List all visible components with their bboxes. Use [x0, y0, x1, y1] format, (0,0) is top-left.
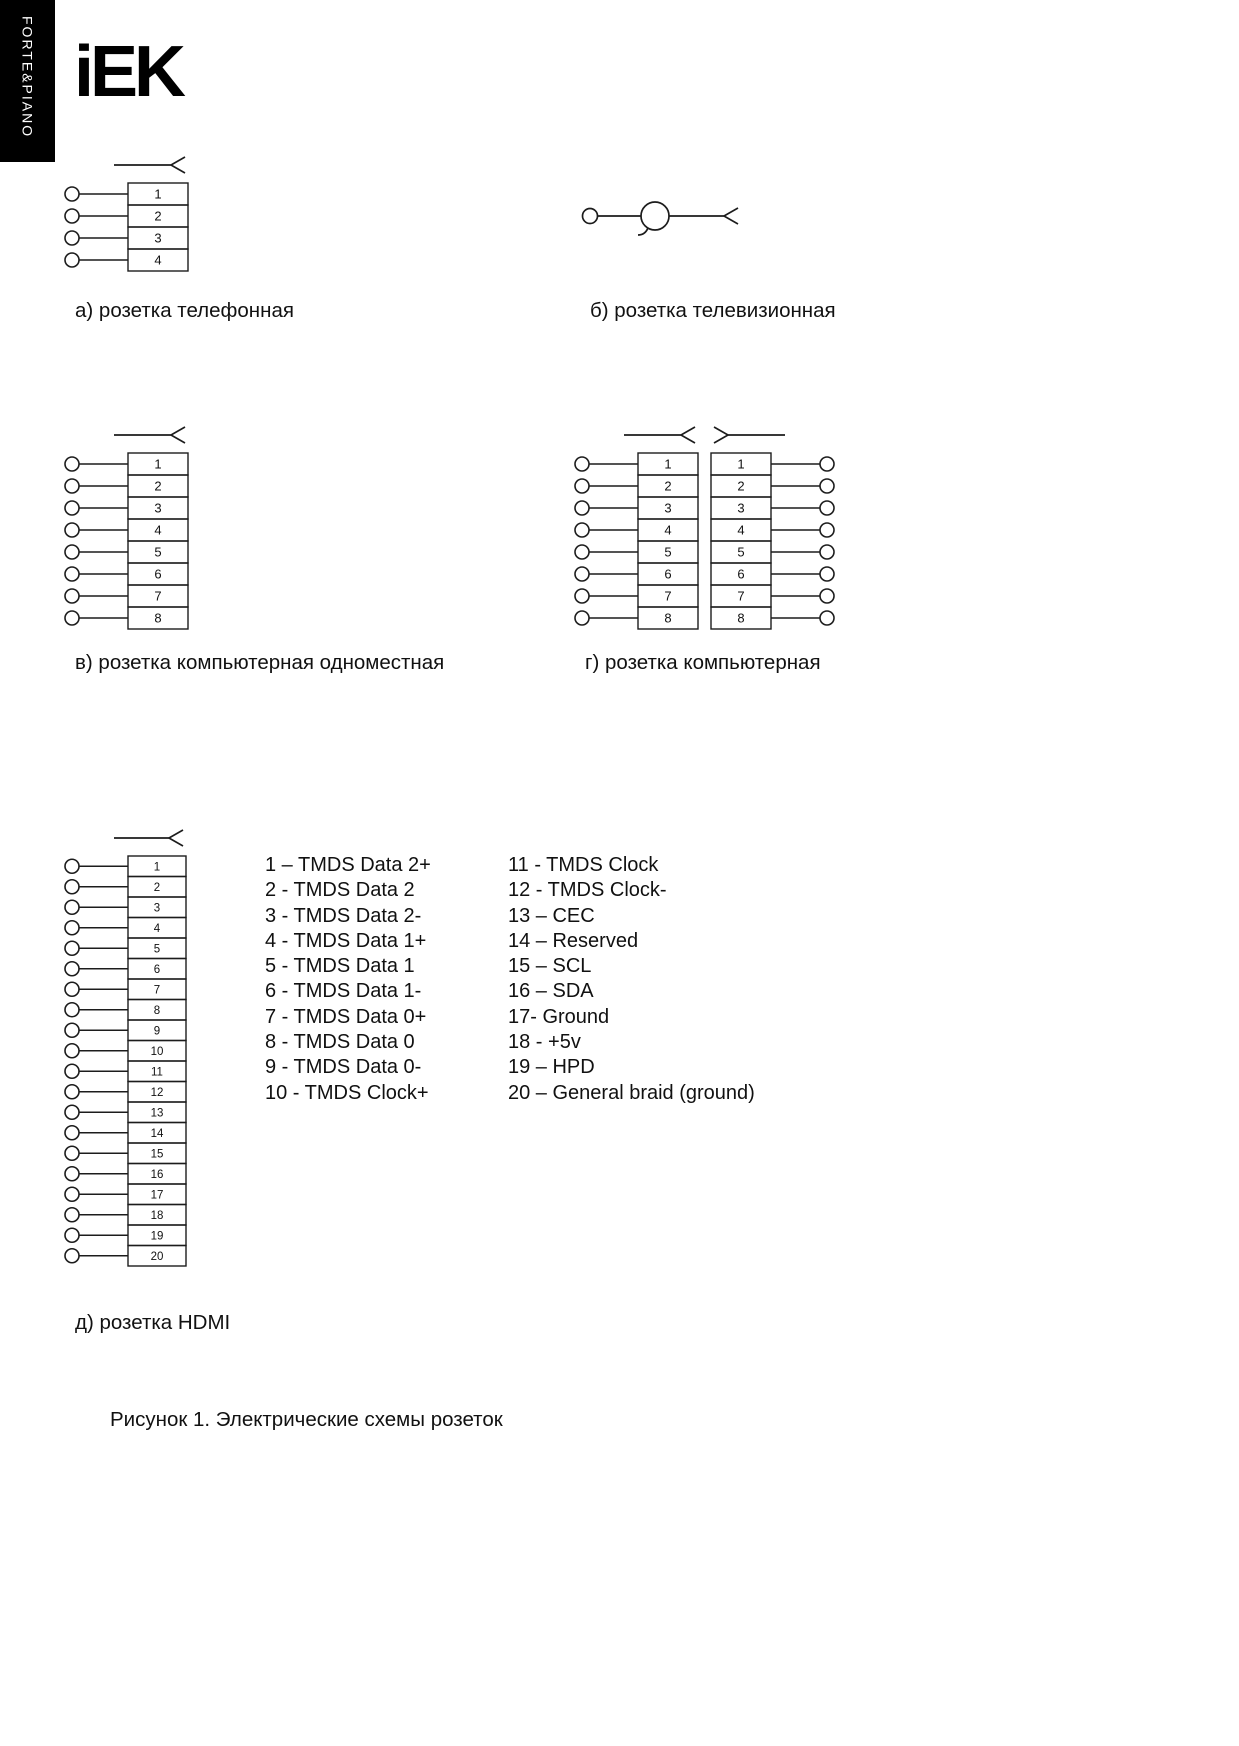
pin-number: 19: [150, 1230, 164, 1243]
label-computer-socket-single: в) розетка компьютерная одноместная: [75, 651, 445, 674]
pin-number: 16: [150, 1168, 164, 1181]
pin-number: 1: [154, 186, 162, 202]
terminal-circle: [65, 921, 79, 935]
terminal-circle: [65, 1023, 79, 1037]
pin-number: 13: [150, 1107, 164, 1120]
terminal-circle: [65, 209, 79, 223]
pin-number: 1: [664, 456, 672, 472]
pin-row: [65, 585, 188, 607]
pin-row: [65, 959, 186, 980]
pin-row: [65, 453, 188, 475]
diagram-telephone-socket: [62, 155, 212, 275]
pin-description: 19 – HPD: [508, 1056, 595, 1079]
pin-number: 12: [150, 1086, 164, 1099]
terminal-circle: [575, 545, 589, 559]
terminal-circle: [65, 1228, 79, 1242]
terminal-circle: [65, 1044, 79, 1058]
pin-stack: [65, 830, 186, 1266]
terminal-circle: [65, 1003, 79, 1017]
pin-description: 6 - TMDS Data 1-: [265, 980, 422, 1003]
terminal-circle: [65, 1249, 79, 1263]
pin-number: 11: [151, 1066, 163, 1079]
pin-description: 20 – General braid (ground): [508, 1081, 755, 1104]
pin-number: 15: [150, 1148, 164, 1161]
pin-number: 2: [153, 881, 161, 894]
pin-row: [575, 585, 698, 607]
series-banner: [0, 0, 55, 162]
pin-number: 3: [737, 500, 745, 516]
pin-number: 7: [154, 588, 162, 604]
pin-number: 7: [737, 588, 745, 604]
terminal-circle: [820, 479, 834, 493]
pin-row: [65, 249, 188, 271]
pin-row: [65, 1246, 186, 1267]
label-tv-socket: б) розетка телевизионная: [590, 299, 836, 322]
pin-number: 2: [154, 478, 162, 494]
label-computer-socket-double: г) розетка компьютерная: [585, 651, 821, 674]
pin-number: 9: [153, 1025, 161, 1038]
terminal-circle: [65, 1064, 79, 1078]
terminal-circle: [575, 611, 589, 625]
connector-symbol: [114, 157, 185, 173]
pin-number: 2: [664, 478, 672, 494]
pin-number: 5: [154, 544, 162, 560]
terminal-circle: [65, 187, 79, 201]
pin-row: [711, 497, 834, 519]
pin-number: 4: [737, 522, 745, 538]
pin-row: [65, 897, 186, 918]
pin-number: 17: [150, 1189, 164, 1202]
terminal-circle: [65, 1208, 79, 1222]
pin-row: [575, 519, 698, 541]
pin-row: [65, 1184, 186, 1205]
terminal-circle: [65, 1126, 79, 1140]
pin-row: [711, 607, 834, 629]
terminal-circle: [820, 501, 834, 515]
connector-symbol: [714, 427, 785, 443]
pin-number: 18: [150, 1209, 164, 1222]
pin-description: 11 - TMDS Clock: [508, 854, 659, 876]
pin-description: 1 – TMDS Data 2+: [265, 854, 431, 876]
terminal-circle: [65, 611, 79, 625]
pin-description: 13 – CEC: [508, 904, 595, 927]
terminal-circle: [820, 545, 834, 559]
terminal-circle: [575, 457, 589, 471]
pin-number: 10: [150, 1045, 164, 1058]
diagram-hdmi-socket: [62, 828, 212, 1270]
pin-row: [65, 1041, 186, 1062]
pin-row: [65, 541, 188, 563]
pin-description: 18 - +5v: [508, 1031, 581, 1054]
terminal-circle: [65, 1146, 79, 1160]
terminal-circle: [820, 523, 834, 537]
pin-row: [65, 183, 188, 205]
pin-number: 5: [737, 544, 745, 560]
terminal-circle: [575, 479, 589, 493]
pin-row: [65, 938, 186, 959]
pin-number: 7: [153, 984, 161, 997]
pin-stack: [575, 427, 698, 629]
pin-stack: [65, 427, 188, 629]
pin-number: 5: [664, 544, 672, 560]
pin-description: 5 - TMDS Data 1: [265, 955, 415, 978]
series-label: FORTE&PIANO: [19, 16, 36, 139]
pin-number: 5: [153, 943, 161, 956]
terminal-circle: [820, 457, 834, 471]
pin-description: 15 – SCL: [508, 955, 592, 978]
pin-row: [65, 607, 188, 629]
pin-row: [65, 1000, 186, 1021]
pin-number: 2: [154, 208, 162, 224]
pin-number: 8: [664, 610, 672, 626]
pin-row: [65, 497, 188, 519]
pin-row: [711, 585, 834, 607]
terminal-circle: [65, 253, 79, 267]
pin-description: 17- Ground: [508, 1005, 610, 1028]
pin-row: [575, 607, 698, 629]
pin-row: [711, 563, 834, 585]
figure-caption: Рисунок 1. Электрические схемы розеток: [110, 1408, 503, 1431]
pin-number: 8: [737, 610, 745, 626]
terminal-circle: [65, 479, 79, 493]
terminal-circle: [820, 567, 834, 581]
terminal-circle: [65, 545, 79, 559]
pin-number: 6: [737, 566, 745, 582]
pin-row: [65, 563, 188, 585]
pin-number: 20: [150, 1250, 164, 1263]
terminal-circle: [65, 231, 79, 245]
label-telephone-socket: а) розетка телефонная: [75, 299, 294, 322]
terminal-circle: [575, 523, 589, 537]
pin-description: 7 - TMDS Data 0+: [265, 1005, 427, 1028]
pin-row: [65, 918, 186, 939]
terminal-circle: [65, 457, 79, 471]
coax-tail: [638, 228, 648, 235]
pin-number: 14: [150, 1127, 164, 1140]
pin-row: [65, 1123, 186, 1144]
pin-row: [65, 1061, 186, 1082]
terminal-circle: [65, 962, 79, 976]
pin-row: [65, 1164, 186, 1185]
pin-number: 1: [153, 861, 161, 874]
pin-number: 3: [154, 500, 162, 516]
pin-row: [65, 877, 186, 898]
pin-number: 6: [153, 963, 161, 976]
pin-row: [575, 475, 698, 497]
terminal-circle: [65, 1085, 79, 1099]
pin-row: [65, 475, 188, 497]
pin-row: [65, 1020, 186, 1041]
pin-row: [575, 453, 698, 475]
pin-row: [711, 519, 834, 541]
pin-number: 4: [154, 522, 162, 538]
pin-row: [65, 205, 188, 227]
pin-number: 4: [153, 922, 161, 935]
iek-logo: iEK: [74, 32, 183, 112]
pin-row: [575, 497, 698, 519]
pin-row: [711, 541, 834, 563]
pin-number: 1: [737, 456, 745, 472]
pin-number: 3: [153, 902, 161, 915]
diagram-tv-socket: [578, 192, 753, 244]
terminal-circle: [65, 1187, 79, 1201]
terminal-circle: [65, 589, 79, 603]
terminal-circle: [820, 589, 834, 603]
terminal-circle: [65, 880, 79, 894]
pin-row: [65, 1205, 186, 1226]
pin-description: 12 - TMDS Clock-: [508, 879, 667, 902]
pin-row: [65, 1102, 186, 1123]
pin-description: 16 – SDA: [508, 980, 594, 1003]
connector-symbol: [114, 830, 183, 846]
pin-row: [711, 475, 834, 497]
pin-description: 14 – Reserved: [508, 929, 639, 952]
coax-loop: [641, 202, 669, 230]
pin-stack-right: [711, 427, 834, 629]
pin-number: 8: [154, 610, 162, 626]
terminal-circle: [65, 900, 79, 914]
diagram-computer-socket-double: [572, 425, 842, 633]
pin-row: [65, 1143, 186, 1164]
terminal-circle: [65, 1167, 79, 1181]
terminal-circle: [65, 523, 79, 537]
pin-stack: [65, 157, 188, 271]
pin-number: 3: [154, 230, 162, 246]
connector-symbol: [624, 427, 695, 443]
pin-description: 3 - TMDS Data 2-: [265, 904, 422, 927]
pin-number: 2: [737, 478, 745, 494]
pin-description: 9 - TMDS Data 0-: [265, 1056, 422, 1079]
terminal-circle: [65, 1105, 79, 1119]
pin-row: [65, 979, 186, 1000]
pin-description: 4 - TMDS Data 1+: [265, 929, 427, 952]
pin-row: [575, 541, 698, 563]
pin-number: 7: [664, 588, 672, 604]
pin-row: [65, 519, 188, 541]
terminal-circle: [65, 982, 79, 996]
pin-description: 2 - TMDS Data 2: [265, 879, 415, 902]
pin-number: 4: [664, 522, 672, 538]
terminal-circle: [65, 859, 79, 873]
pin-row: [575, 563, 698, 585]
terminal-circle: [820, 611, 834, 625]
terminal-circle: [65, 567, 79, 581]
pin-number: 6: [154, 566, 162, 582]
terminal-circle: [575, 567, 589, 581]
pin-description: 10 - TMDS Clock+: [265, 1081, 429, 1104]
pin-row: [65, 1082, 186, 1103]
pin-number: 1: [154, 456, 162, 472]
label-hdmi-socket: д) розетка HDMI: [75, 1311, 231, 1334]
hdmi-pin-descriptions-column-2: [508, 853, 755, 1106]
terminal-circle: [583, 209, 598, 224]
connector-symbol: [114, 427, 185, 443]
diagram-computer-socket-single: [62, 425, 212, 633]
terminal-circle: [575, 501, 589, 515]
pin-number: 3: [664, 500, 672, 516]
pin-row: [65, 856, 186, 877]
pin-number: 8: [153, 1004, 161, 1017]
pin-description: 8 - TMDS Data 0: [265, 1031, 415, 1054]
hdmi-pin-descriptions-column-1: [265, 853, 431, 1106]
pin-row: [65, 227, 188, 249]
pin-number: 4: [154, 252, 162, 268]
pin-number: 6: [664, 566, 672, 582]
pin-row: [711, 453, 834, 475]
terminal-circle: [575, 589, 589, 603]
terminal-circle: [65, 501, 79, 515]
pin-row: [65, 1225, 186, 1246]
terminal-circle: [65, 941, 79, 955]
